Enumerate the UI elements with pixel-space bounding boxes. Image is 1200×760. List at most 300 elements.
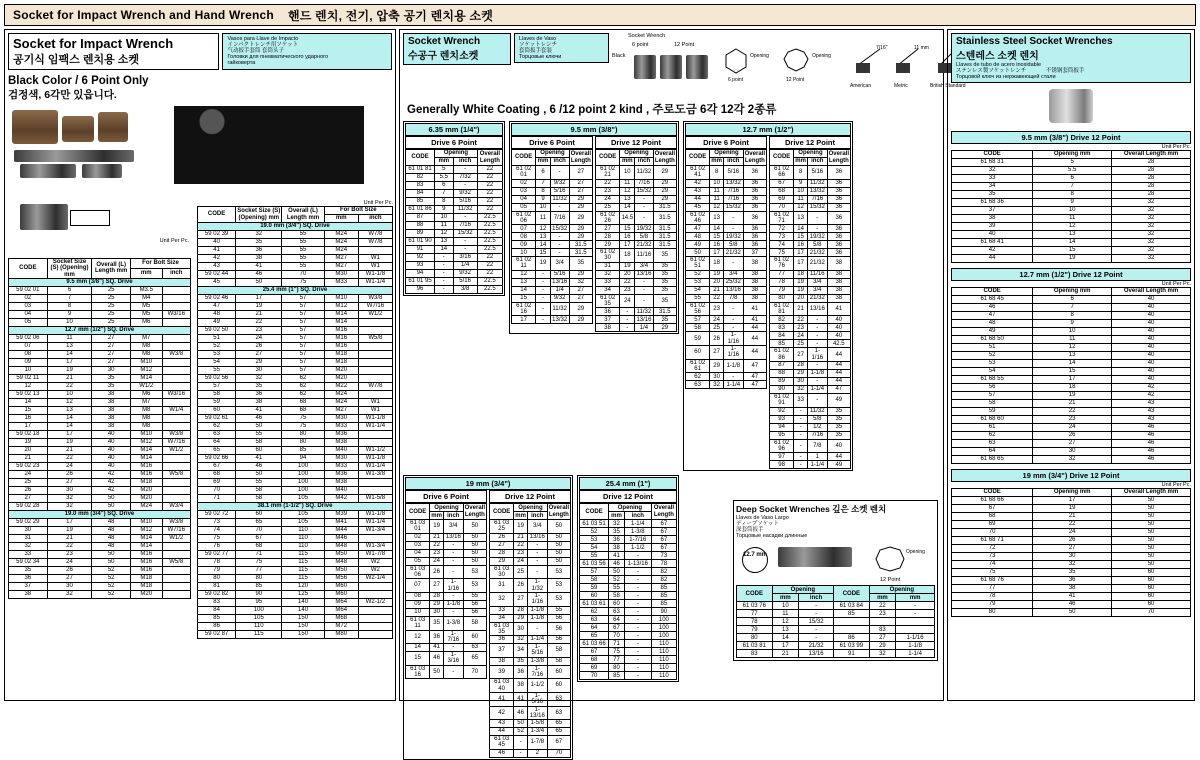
table-cell: 32 xyxy=(490,592,514,606)
table-cell: 21 xyxy=(794,302,808,316)
table-cell: M14 xyxy=(324,311,358,319)
table-row xyxy=(9,566,191,574)
svg-text:12 Point: 12 Point xyxy=(880,577,901,584)
table-cell: W7/16 xyxy=(162,438,191,446)
table-cell: M33 xyxy=(324,423,358,431)
table-cell: 61 68 36 xyxy=(952,199,1033,207)
table-cell: 75 xyxy=(952,569,1033,577)
table-cell: 100 xyxy=(282,479,324,487)
table-cell: 26 xyxy=(1033,432,1112,440)
table-cell: 08 xyxy=(9,350,48,358)
table-cell: 60 xyxy=(1112,569,1191,577)
table-cell: W1 xyxy=(358,407,392,415)
table-cell: - xyxy=(807,377,827,385)
table-cell: 80 xyxy=(236,575,282,583)
table-cell: 94 xyxy=(770,423,794,431)
table-cell: M16 xyxy=(130,470,162,478)
table-cell: 21/32 xyxy=(807,257,827,271)
table-cell: 19 xyxy=(9,438,48,446)
table-cell: 19 xyxy=(47,438,92,446)
table-cell: 46 xyxy=(1112,424,1191,432)
table-cell: 04 xyxy=(512,195,536,203)
table-cell: 38 xyxy=(92,398,131,406)
table-cell: W1-3/4 xyxy=(358,543,392,551)
table-cell: 36 xyxy=(827,166,850,180)
svg-text:Opening: Opening xyxy=(812,53,831,59)
table-cell: 16 xyxy=(710,241,724,249)
colA-right-body xyxy=(198,223,393,639)
table-cell: 19 xyxy=(47,526,92,534)
svg-text:Opening: Opening xyxy=(906,549,925,556)
table-row xyxy=(770,249,851,257)
table-cell: W1-1/4 xyxy=(358,463,392,471)
table-row xyxy=(686,359,767,373)
table-cell: W7/8 xyxy=(358,239,392,247)
table-row xyxy=(9,518,191,526)
table-cell: M18 xyxy=(130,574,162,582)
table-cell: 83 xyxy=(198,599,236,607)
table-cell xyxy=(162,478,191,486)
table-cell: 35 xyxy=(827,423,850,431)
table-cell: 54 xyxy=(580,544,609,552)
table-cell: 33 xyxy=(794,393,808,407)
table-row xyxy=(406,616,487,630)
table-cell: 21 xyxy=(772,650,799,658)
table-cell: 69 xyxy=(952,521,1033,529)
table-row xyxy=(770,324,851,332)
table-row xyxy=(406,254,503,262)
table-row xyxy=(512,179,593,187)
table-row xyxy=(9,374,191,382)
table-cell: M56 xyxy=(324,575,358,583)
table-cell: - xyxy=(807,225,827,233)
table-row xyxy=(512,294,593,302)
table-row xyxy=(737,618,935,626)
table-row xyxy=(198,463,393,471)
table-cell: - xyxy=(794,431,808,439)
table-cell: 26 xyxy=(47,566,92,574)
table-cell: 2 xyxy=(527,749,547,757)
unit-per-pc: Unit Per Pc. xyxy=(1161,482,1191,489)
table-cell: 12 xyxy=(620,187,635,195)
table-cell: 1/2 xyxy=(807,423,827,431)
table-cell: M16 xyxy=(130,462,162,470)
table-cell: 04 xyxy=(9,310,48,318)
table-cell: 22 xyxy=(477,270,502,278)
table-cell: 44 xyxy=(827,369,850,377)
table-cell: W2-1/4 xyxy=(358,575,392,583)
table-cell: M42 xyxy=(324,495,358,503)
table-row xyxy=(490,636,571,644)
table-cell: 61 03 66 xyxy=(580,640,609,648)
table-cell: 24 xyxy=(430,557,444,565)
impact-socket-table-right xyxy=(197,206,393,639)
table-cell: 61 68 41 xyxy=(952,239,1033,247)
table-cell: M14 xyxy=(130,454,162,462)
table-cell: 93 xyxy=(406,262,435,270)
th-socket-size-r: Socket Size (S) (Opening) mm xyxy=(237,208,281,221)
table-cell: 07 xyxy=(406,579,430,593)
table-row xyxy=(580,528,677,536)
table-row xyxy=(198,511,393,519)
table-cell: - xyxy=(435,254,453,262)
table-cell: 60 xyxy=(1112,585,1191,593)
table-cell: 61 68 45 xyxy=(952,296,1033,304)
table-cell: 50 xyxy=(1112,537,1191,545)
table-row xyxy=(952,159,1191,167)
drive-block xyxy=(595,136,677,332)
table-cell: 81 xyxy=(198,583,236,591)
table-cell: 32 xyxy=(1112,231,1191,239)
table-cell: 61 02 81 xyxy=(770,302,794,316)
table-cell: 12 xyxy=(9,382,48,390)
table-cell: 57 xyxy=(282,303,324,311)
table-cell: M20 xyxy=(324,375,358,383)
table-cell: - xyxy=(536,278,550,286)
table-cell: - xyxy=(896,610,935,618)
table-cell: 24 xyxy=(9,470,48,478)
table-cell: 9 xyxy=(794,179,808,187)
table-cell: 50 xyxy=(1112,561,1191,569)
table-cell: 1-3/8 xyxy=(527,657,547,665)
table-cell: 38 xyxy=(236,255,282,263)
table-cell: 12 xyxy=(512,270,536,278)
table-row xyxy=(686,373,767,381)
table-cell: W5/8 xyxy=(358,335,392,343)
table-cell: M16 xyxy=(324,335,358,343)
colA-right-table-wrap xyxy=(197,200,393,639)
table-row xyxy=(198,327,393,335)
table-cell: 03 xyxy=(512,187,536,195)
table-cell: 28 xyxy=(1112,191,1191,199)
table-cell: 22 xyxy=(710,294,724,302)
deep-note-ru: Торцовые насадки длинные xyxy=(736,533,808,540)
table-row xyxy=(198,535,393,543)
table-cell: 42 xyxy=(1112,384,1191,392)
table-cell: - xyxy=(443,608,463,616)
table-cell: - xyxy=(550,241,569,249)
table-row xyxy=(9,454,191,462)
table-cell: 11/16 xyxy=(635,249,653,263)
table-cell: 40 xyxy=(827,332,850,340)
table-row xyxy=(198,575,393,583)
table-cell: 85 xyxy=(651,592,676,600)
table-cell: 59 02 87 xyxy=(198,631,236,639)
table-cell: 115 xyxy=(282,575,324,583)
table-row xyxy=(9,582,191,590)
table-cell: 50 xyxy=(1112,521,1191,529)
table-row xyxy=(770,270,851,278)
table-cell: - xyxy=(536,270,550,278)
table-cell: - xyxy=(807,324,827,332)
table-cell: 50 xyxy=(236,423,282,431)
table-row xyxy=(406,579,487,593)
table-row xyxy=(952,215,1191,223)
table-cell xyxy=(358,343,392,351)
table-cell: 13 xyxy=(1033,352,1112,360)
table-row xyxy=(406,174,503,182)
table-cell xyxy=(162,382,191,390)
table-cell: 57 xyxy=(282,295,324,303)
table-cell: 38 xyxy=(609,544,625,552)
table-cell: 36 xyxy=(236,391,282,399)
table-cell: 46 xyxy=(1112,456,1191,464)
table-row xyxy=(596,179,677,187)
table-cell: 17 xyxy=(794,257,808,271)
table-cell: 63 xyxy=(686,381,710,389)
table-cell: 14 xyxy=(620,203,635,211)
table-cell: 61 03 45 xyxy=(490,736,514,750)
table-cell: 18 xyxy=(1033,384,1112,392)
table-cell: 65 xyxy=(547,728,570,736)
table-cell: 5/16 xyxy=(550,270,569,278)
table-row xyxy=(580,552,677,560)
table-row xyxy=(770,294,851,302)
table-cell: 79 xyxy=(737,626,773,634)
table-cell: - xyxy=(624,592,651,600)
table-cell: 25 xyxy=(92,310,131,318)
socket-dimension-diagram xyxy=(8,200,191,258)
table-cell: 25 xyxy=(514,565,528,579)
table-row xyxy=(490,706,571,720)
table-cell: - xyxy=(624,608,651,616)
table-cell xyxy=(162,454,191,462)
table-cell xyxy=(869,618,896,626)
table-cell: M8 xyxy=(130,422,162,430)
table-cell: 65 xyxy=(580,632,609,640)
table-cell: - xyxy=(624,552,651,560)
table-cell: - xyxy=(723,373,743,381)
table-cell: - xyxy=(794,415,808,423)
table-cell: 70 xyxy=(609,632,625,640)
table-cell: 11/32 xyxy=(635,166,653,180)
table-cell: 63 xyxy=(547,706,570,720)
table-cell: 28 xyxy=(1112,167,1191,175)
table-row xyxy=(9,406,191,414)
table-cell xyxy=(162,374,191,382)
table-cell: 36 xyxy=(1033,577,1112,585)
table-cell: 38 xyxy=(596,324,620,332)
drive-group-3 xyxy=(403,475,573,760)
socket-wrench-diagram xyxy=(612,33,966,95)
table-row xyxy=(406,238,503,246)
table-row xyxy=(198,519,393,527)
table-cell: 18 xyxy=(794,270,808,278)
table-cell: 90 xyxy=(236,591,282,599)
table-cell: 17 xyxy=(1033,497,1112,505)
table-cell: 13/16 xyxy=(552,279,568,286)
table-cell: 68 xyxy=(198,471,236,479)
th-bolt: For Bolt Size xyxy=(130,259,190,269)
table-cell: 67 xyxy=(770,179,794,187)
table-cell: 10 xyxy=(772,602,799,610)
table-cell: 54 xyxy=(952,368,1033,376)
table-cell: 42 xyxy=(92,470,131,478)
table-cell: 74 xyxy=(770,241,794,249)
table-row xyxy=(406,630,487,644)
table-cell: M48 xyxy=(324,559,358,567)
table-cell: 61 02 51 xyxy=(686,257,710,271)
table-cell: W3/4 xyxy=(162,502,191,510)
table-row xyxy=(770,423,851,431)
table-row xyxy=(952,505,1191,513)
table-row xyxy=(198,343,393,351)
drive-group-1 xyxy=(509,121,679,334)
table-row xyxy=(198,495,393,503)
table-cell: 8 xyxy=(1033,312,1112,320)
table-cell: 34 xyxy=(596,286,620,294)
table-row xyxy=(952,448,1191,456)
table-cell: 17 xyxy=(47,358,92,366)
table-cell: 14 xyxy=(47,350,92,358)
table-row xyxy=(686,294,767,302)
table-cell: 24 xyxy=(1033,529,1112,537)
table-row xyxy=(198,247,393,255)
table-cell: 15 xyxy=(1033,247,1112,255)
table-cell: 95 xyxy=(770,431,794,439)
table-cell: 28 xyxy=(794,361,808,369)
table-cell: 12 xyxy=(710,203,724,211)
table-cell: 36 xyxy=(827,211,850,225)
table-cell: 1-3/16 xyxy=(443,652,463,666)
table-cell: 30 xyxy=(430,608,444,616)
table-cell: 71 xyxy=(236,551,282,559)
table-cell: 1-1/8 xyxy=(443,600,463,608)
svg-text:British Standard: British Standard xyxy=(930,83,966,89)
table-cell: 84 xyxy=(406,190,435,198)
table-row xyxy=(952,247,1191,255)
socket-12point-photo xyxy=(660,55,682,79)
table-cell: 7/16 xyxy=(723,195,743,203)
deep-th-open1: Opening xyxy=(772,586,833,594)
table-cell xyxy=(358,247,392,255)
table-cell: 36 xyxy=(514,665,528,679)
table-row xyxy=(952,513,1191,521)
table-cell: - xyxy=(527,565,547,579)
table-cell: 36 xyxy=(743,211,766,225)
th-mm-r: mm xyxy=(324,215,358,223)
table-cell: W1-1/4 xyxy=(358,519,392,527)
table-row xyxy=(406,541,487,549)
table-cell: 64 xyxy=(198,439,236,447)
column-stainless xyxy=(947,29,1195,701)
table-row xyxy=(490,720,571,728)
table-cell: 14 xyxy=(435,246,453,254)
table-row xyxy=(9,334,191,342)
table-cell: 17 xyxy=(710,249,724,257)
table-cell: 61 03 51 xyxy=(580,520,609,528)
table-cell: 110 xyxy=(282,543,324,551)
table-cell: 55 xyxy=(282,231,324,239)
colB-note-ru: Торцовые ключи xyxy=(519,54,562,61)
table-cell: 40 xyxy=(827,324,850,332)
table-cell: 52 xyxy=(92,574,131,582)
colA-note-ru1: Головки для пневматического ударного xyxy=(227,54,329,61)
table-cell: 09 xyxy=(9,358,48,366)
table-cell: 8 xyxy=(435,198,453,206)
table-cell: 61 03 61 xyxy=(580,600,609,608)
table-cell: - xyxy=(443,592,463,600)
table-row xyxy=(198,471,393,479)
table-cell: 59 02 34 xyxy=(9,558,48,566)
table-cell: M12 xyxy=(130,526,162,534)
table-cell: 38 xyxy=(236,399,282,407)
table-cell: 40 xyxy=(1112,320,1191,328)
table-cell: - xyxy=(435,286,453,294)
table-cell xyxy=(162,486,191,494)
table-cell: 30 xyxy=(514,622,528,636)
table-row xyxy=(770,225,851,233)
table-cell: 19 xyxy=(794,286,808,294)
table-cell: 10 xyxy=(512,249,536,257)
table-cell: - xyxy=(794,407,808,415)
stainless-section-title: 9.5 mm (3/8") Drive 12 Point xyxy=(951,131,1191,144)
table-cell: 88 xyxy=(406,222,435,230)
th-overall-r: Overall (L) Length mm xyxy=(282,207,324,223)
table-row xyxy=(406,270,503,278)
table-cell: 8 xyxy=(536,187,550,195)
table-cell: 60 xyxy=(1112,601,1191,609)
table-cell: M24 xyxy=(130,502,162,510)
table-row xyxy=(9,414,191,422)
table-cell: M18 xyxy=(324,359,358,367)
table-row xyxy=(952,408,1191,416)
table-cell: 13/16 xyxy=(799,650,834,658)
table-row xyxy=(406,644,487,652)
table-cell: 3/4 xyxy=(527,520,547,534)
table-cell: 57 xyxy=(282,311,324,319)
table-cell: - xyxy=(794,439,808,453)
table-row xyxy=(406,600,487,608)
table-cell: 61 01 95 xyxy=(406,278,435,286)
drive-table: CODE Opening Overall Length mm inch 61 02 66 8 5/16 36 67 9 11/32 36 68 10 13/32 36 69 11 7/16 36 70 12 15/32 36 61 02 71 13 - 36 72 14 - 36 73 15 19/32 36 74 16 5/8 36 75 17 21/32 36 61 02 76 17 21/32 38 77 18 11/16 38 78 19 3/4 38 79 19 3/4 38 80 20 21/32 38 61 02 81 21 13/16 41 82 22 - 40 83 23 - 40 84 24 - 40 85 25 - 42.5 61 02 86 27 1-1/16 44 87 28 - 44 88 29 1-1/8 44 89 30 - 44 90 32 1-1/4 47 61 02 91 33 - 49 92 - 11/32 35 93 - 5/8 35 94 - 1/2 35 95 - 7/16 35 61 02 96 - 7/8 40 97 - 1 44 98 - 1-1/4 49 xyxy=(769,149,851,469)
table-cell: 1-1/2 xyxy=(527,679,547,693)
table-cell: W1 xyxy=(358,263,392,271)
table-cell: 8 xyxy=(794,166,808,180)
table-cell: 63 xyxy=(952,440,1033,448)
svg-text:American: American xyxy=(850,83,872,89)
table-cell: 48 xyxy=(198,311,236,319)
table-cell: 44 xyxy=(743,324,766,332)
table-cell: 35 xyxy=(653,286,676,294)
table-cell: 41 xyxy=(743,302,766,316)
table-cell: 100 xyxy=(282,463,324,471)
table-cell xyxy=(358,535,392,543)
table-cell xyxy=(162,302,191,310)
table-row xyxy=(737,626,935,634)
table-cell: M12 xyxy=(130,366,162,374)
table-row xyxy=(9,310,191,318)
table-row xyxy=(490,692,571,706)
table-cell: 32 xyxy=(710,381,724,389)
table-cell: 15 xyxy=(794,233,808,241)
table-cell: 22 xyxy=(236,319,282,327)
table-cell: 75 xyxy=(236,559,282,567)
table-cell: M38 xyxy=(324,479,358,487)
table-cell: 23 xyxy=(236,327,282,335)
table-cell: 35 xyxy=(92,374,131,382)
table-cell: 65 xyxy=(547,720,570,728)
table-cell: 110 xyxy=(651,656,676,664)
table-row xyxy=(406,230,503,238)
drive-block xyxy=(769,136,851,469)
table-cell: 31.5 xyxy=(653,308,676,316)
photo-brown-sockets xyxy=(8,106,158,198)
table-cell: 07 xyxy=(9,342,48,350)
table-cell: M40 xyxy=(324,447,358,455)
table-cell: M10 xyxy=(130,430,162,438)
table-cell: 29 xyxy=(653,187,676,195)
